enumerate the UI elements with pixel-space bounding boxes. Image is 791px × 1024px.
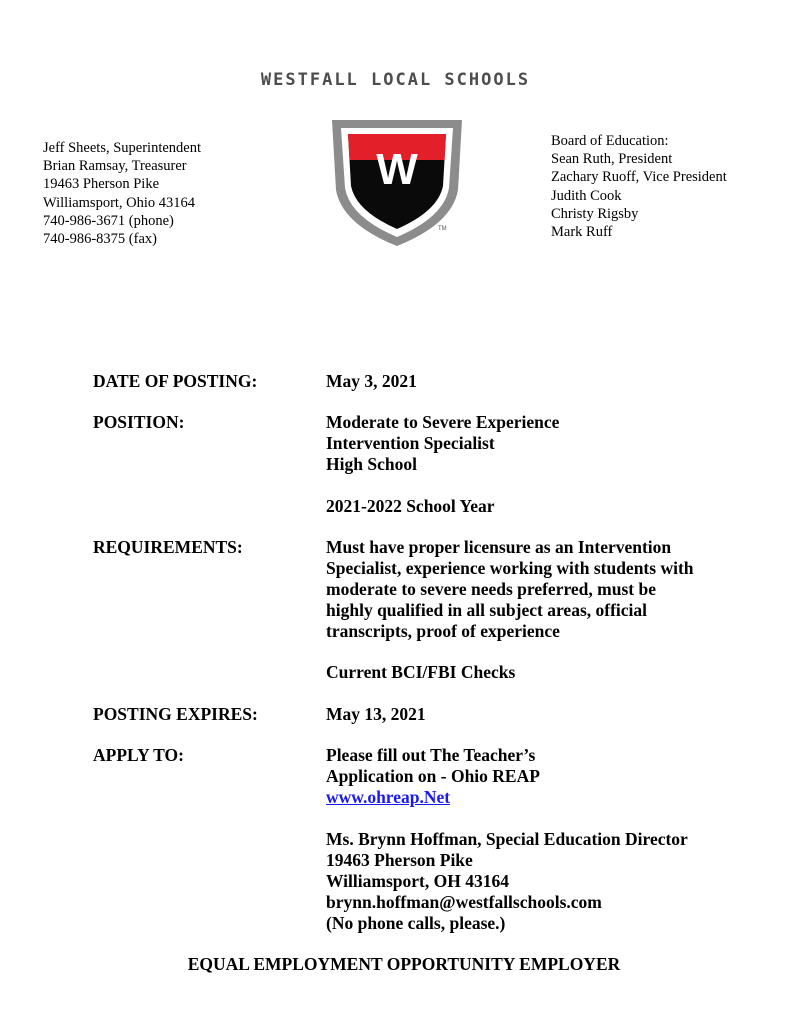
position-label: POSITION: (93, 412, 185, 432)
equal-opportunity-statement: EQUAL EMPLOYMENT OPPORTUNITY EMPLOYER (187, 954, 621, 974)
administration-contact-block (43, 139, 201, 248)
requirements-label: REQUIREMENTS: (93, 537, 243, 557)
requirements-line: highly qualified in all subject areas, official (326, 600, 648, 620)
board-member: Christy Rigsby (551, 205, 639, 222)
superintendent-line: Jeff Sheets, Superintendent (43, 140, 201, 156)
street-address-line: 19463 Pherson Pike (43, 176, 159, 193)
position-line: Intervention Specialist (326, 433, 495, 453)
ohreap-link[interactable]: www.ohreap.Net (326, 787, 451, 807)
date-of-posting-value: May 3, 2021 (326, 371, 417, 391)
phone-line: 740-986-3671 (phone) (43, 212, 174, 229)
board-heading: Board of Education: (551, 133, 669, 149)
apply-to-label: APPLY TO: (93, 745, 184, 765)
w-letter (376, 145, 418, 194)
apply-line: Application on - Ohio REAP (326, 766, 540, 786)
apply-to-value (326, 745, 540, 808)
board-member: Sean Ruth, President (551, 151, 673, 168)
board-member: Zachary Ruoff, Vice President (551, 169, 727, 186)
board-member: Judith Cook (551, 187, 622, 204)
director-city: Williamsport, OH 43164 (326, 871, 509, 891)
requirements-value (326, 537, 694, 642)
svg-text:W: W (376, 145, 418, 194)
requirements-line: moderate to severe needs preferred, must be (326, 579, 656, 599)
date-of-posting-label: DATE OF POSTING: (93, 371, 258, 391)
city-state-zip-line: Williamsport, Ohio 43164 (43, 194, 196, 211)
director-name: Ms. Brynn Hoffman, Special Education Director (326, 829, 688, 849)
requirements-line: Must have proper licensure as an Intervention (326, 537, 672, 557)
fax-line: 740-986-8375 (fax) (43, 231, 157, 248)
posting-expires-value: May 13, 2021 (326, 704, 426, 724)
school-name: WESTFALL LOCAL SCHOOLS (260, 70, 531, 90)
trademark-mark: TM (438, 226, 447, 232)
board-member: Mark Ruff (551, 224, 613, 241)
treasurer-line: Brian Ramsay, Treasurer (43, 158, 187, 175)
director-email: brynn.hoffman@westfallschools.com (326, 892, 602, 912)
background-checks: Current BCI/FBI Checks (326, 662, 516, 682)
westfall-w-shield-logo-icon (330, 118, 464, 250)
position-value (326, 412, 559, 475)
position-line: High School (326, 454, 417, 474)
no-phone-note: (No phone calls, please.) (326, 913, 506, 933)
apply-line: Please fill out The Teacher’s (326, 745, 536, 765)
posting-expires-label: POSTING EXPIRES: (93, 704, 258, 724)
school-year: 2021-2022 School Year (326, 496, 495, 516)
requirements-line: transcripts, proof of experience (326, 621, 560, 641)
director-street: 19463 Pherson Pike (326, 850, 473, 870)
requirements-line: Specialist, experience working with students with (326, 558, 694, 578)
board-of-education-block (551, 132, 727, 241)
director-contact (326, 829, 688, 934)
position-line: Moderate to Severe Experience (326, 412, 560, 432)
